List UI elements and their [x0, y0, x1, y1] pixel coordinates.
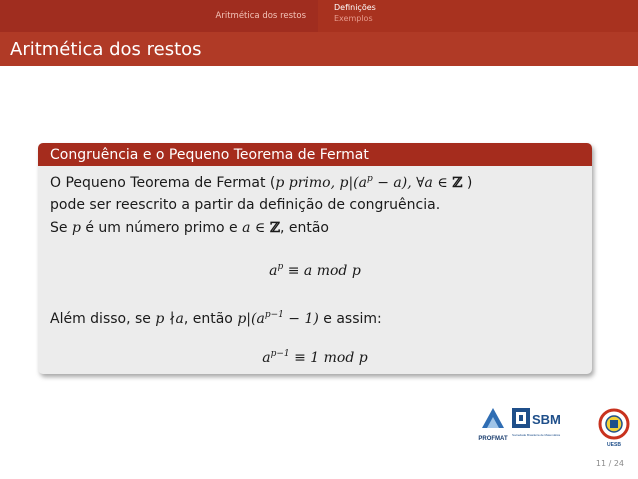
- nav-subsection-definicoes[interactable]: Definições: [334, 3, 376, 12]
- block-line-4: Além disso, se p ∤a, então $p|(a^{p-1} - 1)$ e assim:: [50, 310, 382, 327]
- profmat-logo: [478, 408, 508, 442]
- frame-title: Aritmética dos restos: [10, 38, 202, 60]
- page-number: 11 / 24: [595, 459, 624, 468]
- header-navigation: [0, 0, 638, 32]
- svg-text:UESB: UESB: [607, 442, 621, 448]
- header-subsection-area: [318, 0, 638, 32]
- equation-1: $a^p \equiv a$ mod p: [269, 262, 361, 279]
- svg-text:PROFMAT: PROFMAT: [478, 436, 508, 442]
- block-line-2: pode ser reescrito a partir da definição de congruência.: [50, 197, 441, 213]
- block-line-3: Se p é um número primo e a ∈ ℤ, então: [50, 220, 329, 236]
- block-line-1: O Pequeno Teorema de Fermat (p primo, $p|(a^p - a)$, ∀a ∈ ℤ ): [50, 174, 473, 191]
- header-section-area: [0, 0, 318, 32]
- nav-subsection-exemplos[interactable]: Exemplos: [334, 14, 373, 23]
- institution-logos: [478, 402, 630, 450]
- theorem-block: [38, 143, 592, 374]
- equation-2: $a^{p-1} \equiv 1$ mod p: [262, 349, 368, 366]
- block-title: Congruência e o Pequeno Teorema de Fermat: [38, 143, 592, 166]
- sbm-logo: [512, 408, 561, 437]
- svg-text:SBM: SBM: [532, 412, 561, 427]
- uesb-logo: [600, 410, 628, 448]
- svg-text:Sociedade Brasileira de Matemá: Sociedade Brasileira de Matemática: [512, 433, 561, 437]
- frame-title-bar: [0, 32, 638, 66]
- nav-section-link[interactable]: Aritmética dos restos: [215, 11, 306, 21]
- block-body: [38, 166, 592, 374]
